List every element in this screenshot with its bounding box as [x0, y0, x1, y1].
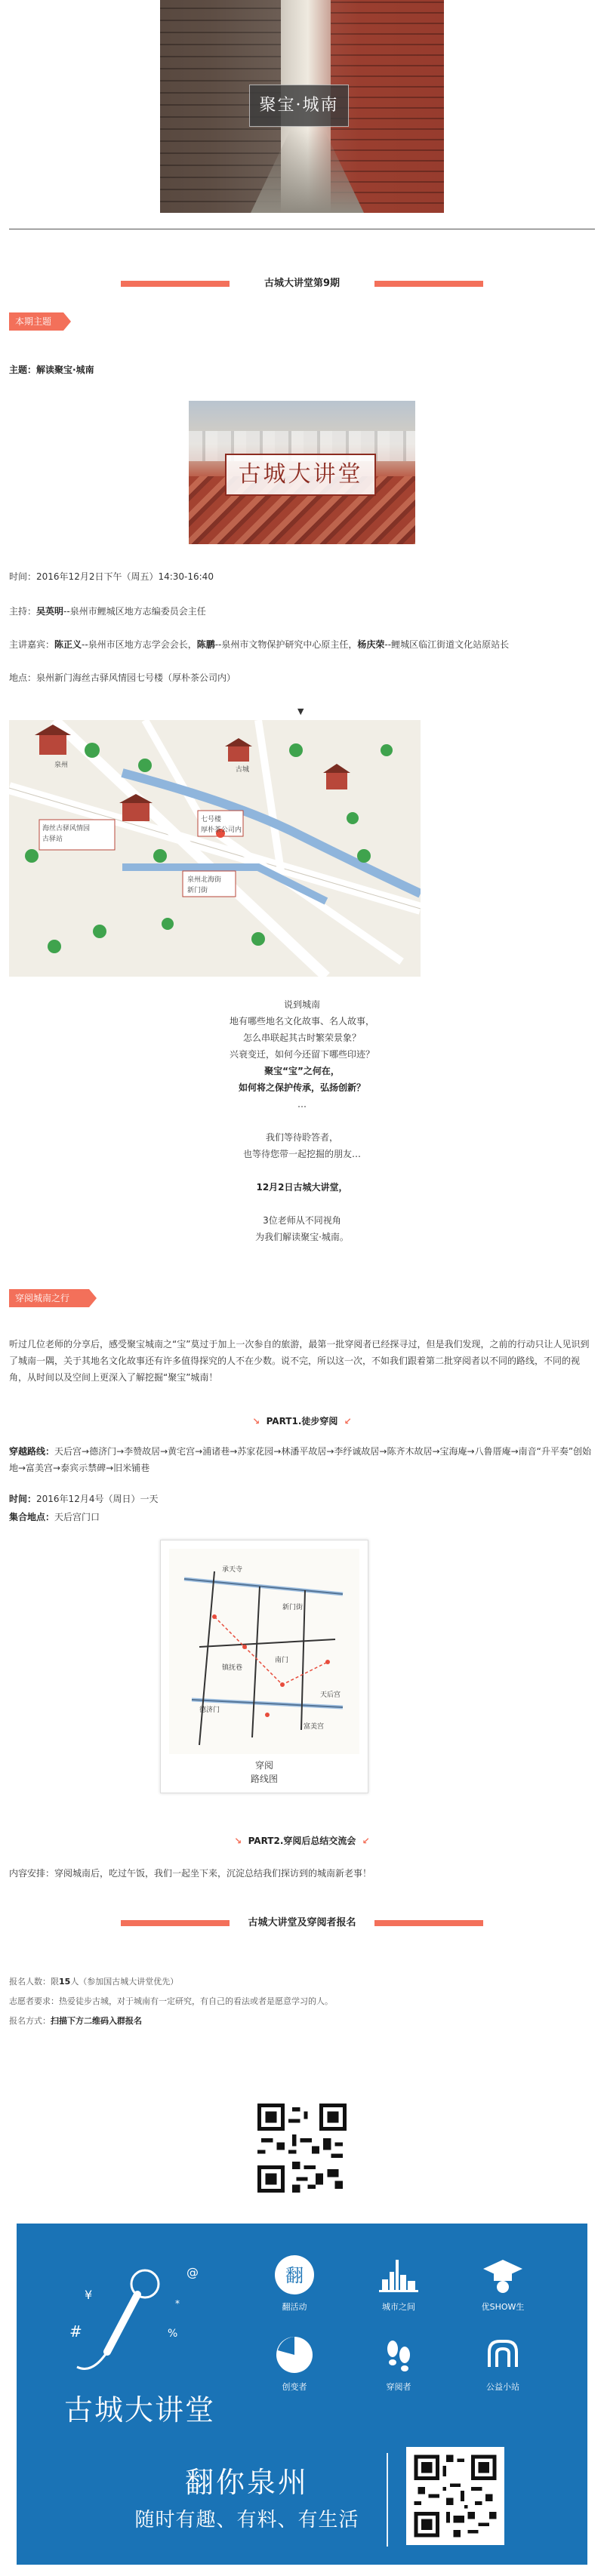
- footer-item-city[interactable]: [361, 2254, 436, 2313]
- route-map-svg: [169, 1549, 359, 1754]
- footer-card: [17, 2224, 587, 2565]
- route-map-label: 德济门: [199, 1707, 220, 1714]
- map-label: 厚朴茶公司内: [201, 826, 242, 834]
- guest1-name: 陈正义: [54, 639, 82, 650]
- route-map-label: 承天寺: [222, 1566, 243, 1574]
- method-label: 报名方式：: [9, 2016, 51, 2026]
- intro-line: 怎么串联起其古时繁荣景象？: [242, 1033, 361, 1043]
- part1-title: PART1.徒步穿阅: [266, 1416, 338, 1426]
- host-name: 吴英明: [36, 606, 64, 617]
- lecture-banner-title: 古城大讲堂: [225, 454, 376, 496]
- count-number: 15: [59, 1977, 71, 1987]
- spacer: [9, 1162, 595, 1179]
- route-map-label: 富美宫: [304, 1723, 325, 1731]
- location-map: [9, 720, 421, 977]
- qr-code-icon: [411, 2451, 500, 2541]
- hero-image: [160, 0, 444, 213]
- map-label: 泉州北海街: [187, 876, 222, 884]
- footer-item-label: 创变者: [282, 2382, 307, 2392]
- map-label: 七号楼: [201, 816, 222, 823]
- footer-item-activity[interactable]: [257, 2254, 332, 2313]
- footer-qr-code[interactable]: [406, 2447, 504, 2545]
- banner-bar-left: [121, 1920, 230, 1926]
- spacer: [9, 1113, 595, 1129]
- req-label: 志愿者要求：: [9, 1996, 59, 2006]
- intro-line: 聚宝“宝”之何在，: [264, 1066, 340, 1076]
- map-label: 古驿站: [42, 836, 63, 843]
- theme-label: 主题：: [9, 365, 37, 375]
- intro-line: 12月2日古城大讲堂，: [256, 1182, 348, 1193]
- footer-item-label: 翻活动: [282, 2302, 307, 2312]
- route-map-label: 新门街: [282, 1604, 304, 1611]
- guest3-desc: --鲤城区临江街道文化站原站长: [384, 639, 510, 650]
- theme-line: [9, 362, 595, 377]
- svg-text:翻: 翻: [285, 2265, 304, 2286]
- guest1-desc: --泉州市区地方志学会会长，: [82, 639, 197, 650]
- footer-slogan-sub: 随时有趣、有料、有生活: [134, 2509, 359, 2531]
- time-value: 2016年12月2日下午（周五）14:30-16:40: [36, 571, 214, 582]
- footprints-icon: [378, 2334, 420, 2376]
- leaf-icon: ↙: [344, 1416, 352, 1426]
- route-text: [9, 1443, 595, 1476]
- charity-hands-icon: [482, 2334, 524, 2376]
- intro-line: 3位老师从不同视角: [263, 1215, 341, 1226]
- svg-text:¥: ¥: [85, 2288, 93, 2302]
- banner-bar-right: [374, 1920, 483, 1926]
- footer-item-label: 城市之间: [382, 2302, 415, 2312]
- svg-text:@: @: [186, 2265, 199, 2279]
- intro-line: 也等待您带一起挖掘的朋友…: [242, 1149, 361, 1159]
- part2-title: PART2.穿阅后总结交流会: [248, 1836, 356, 1846]
- intro-line: 说到城南: [283, 999, 320, 1010]
- method-value: 扫描下方二维码入群报名: [51, 2016, 142, 2026]
- intro-line: 我们等待聆答者，: [265, 1132, 338, 1143]
- map-label: 新门街: [187, 887, 208, 894]
- tag-walk: 穿阅城南之行: [9, 1289, 89, 1307]
- walk-meet-value: 天后宫门口: [54, 1512, 100, 1522]
- lecture-banner-image: [189, 401, 415, 544]
- place-value: 泉州新门海丝古驿风情园七号楼（厚朴茶公司内）: [36, 672, 236, 683]
- req-value: 热爱徒步古城，对于城南有一定研究，有自己的看法或者是愿意学习的人。: [59, 1996, 333, 2006]
- leaf-icon: ↘: [234, 1836, 242, 1846]
- footer-item-show[interactable]: [465, 2254, 541, 2313]
- walk-time-label: 时间：: [9, 1494, 37, 1504]
- info-host: [9, 604, 595, 619]
- theme-value: 解读聚宝·城南: [36, 365, 94, 375]
- host-label: 主持：: [9, 606, 37, 617]
- map-label: 古城: [236, 766, 250, 774]
- location-map-svg: [9, 720, 421, 977]
- leaf-icon: ↙: [362, 1836, 370, 1846]
- route-map-label: 镇抚巷: [222, 1664, 243, 1672]
- footer-divider: [387, 2453, 388, 2547]
- info-guests: [9, 637, 595, 652]
- hero-title: 聚宝·城南: [249, 85, 349, 127]
- walk-meet-label: 集合地点：: [9, 1512, 55, 1522]
- pie-chart-icon: [273, 2334, 316, 2376]
- map-label: 泉州: [54, 762, 69, 769]
- signup-qr-code[interactable]: [254, 2100, 350, 2196]
- section-banner-lecture: [121, 278, 483, 290]
- intro-line: 为我们解读聚宝·城南。: [255, 1232, 349, 1242]
- place-label: 地点：: [9, 672, 37, 683]
- footer-item-label: 穿阅者: [386, 2382, 411, 2392]
- route-value: 天后宫→德济门→李赞故居→黄宅宫→浦诸巷→苏家花园→林潘平故居→李纾诚故居→陈齐木故居→宝海庵→八鲁厝庵→南音“升平奏”创始地→富美宫→泰宾示禁碑→旧米铺巷: [9, 1446, 592, 1473]
- svg-text:*: *: [175, 2298, 180, 2309]
- route-map-image: [169, 1549, 359, 1754]
- info-time: [9, 569, 595, 584]
- signup-count: [9, 1974, 595, 1990]
- intro-line: 地有哪些地名文化故事、名人故事，: [229, 1016, 374, 1026]
- info-place: [9, 670, 595, 685]
- count-suffix: 人（参加国古城大讲堂优先）: [70, 1977, 179, 1987]
- footer-slogan-main: 翻你泉州: [184, 2466, 309, 2499]
- footer-item-charity[interactable]: [465, 2334, 541, 2393]
- intro-line: 兴衰变迁，如何今还留下哪些印迹？: [229, 1049, 374, 1060]
- leaf-icon: ↘: [252, 1416, 260, 1426]
- footer-item-changer[interactable]: [257, 2334, 332, 2393]
- arrow-down-icon: ▼: [297, 706, 304, 716]
- walk-time-value: 2016年12月4号（周日）一天: [36, 1494, 159, 1504]
- city-skyline-icon: [378, 2254, 420, 2296]
- part2-text: 内容安排：穿阅城南后，吃过午饭，我们一起坐下来，沉淀总结我们探访到的城南新老事！: [9, 1868, 372, 1879]
- svg-text:%: %: [168, 2328, 178, 2340]
- intro-block: [9, 996, 595, 1245]
- guest3-name: 杨庆荣: [357, 639, 385, 650]
- footer-item-label: 优SHOW生: [481, 2302, 525, 2312]
- signup-method: [9, 2014, 595, 2029]
- section-banner-signup: [121, 1917, 483, 1929]
- route-map-label: 天后宫: [320, 1691, 341, 1699]
- intro-line: …: [297, 1099, 307, 1109]
- footer-item-label: 公益小站: [486, 2382, 519, 2392]
- signup-requirement: [9, 1994, 595, 2009]
- banner-title: 古城大讲堂第9期: [263, 278, 341, 289]
- spacer: [9, 1196, 595, 1212]
- banner-bar-right: [374, 281, 483, 287]
- time-label: 时间：: [9, 571, 37, 582]
- banner-title: 古城大讲堂及穿阅者报名: [248, 1917, 356, 1928]
- graduate-cap-icon: [482, 2254, 524, 2296]
- route-label: 穿越路线：: [9, 1446, 55, 1457]
- part2-heading: [9, 1834, 595, 1847]
- host-desc: --泉州市鲤城区地方志编委员会主任: [63, 606, 206, 617]
- walk-intro: 听过几位老师的分享后，感受聚宝城南之“宝”莫过于加上一次参自的旅游，最第一批穿阅者已经探寻过，但是我们发现，之前的行动只让人见识到了城南一隅，关于其地名文化故事还有许多值得探究的人不在少数。说不完，所以这一次，不如我们跟着第二批穿阅者以不同的路线，不同的视角，从时间以及空间上更深入了解挖掘“聚宝”城南！: [9, 1339, 590, 1383]
- qr-code-icon: [254, 2100, 350, 2196]
- walk-time: [9, 1491, 595, 1507]
- footer-brand: 古城大讲堂: [63, 2393, 215, 2427]
- microphone-logo-icon: [62, 2254, 213, 2382]
- count-label: 报名人数：: [9, 1977, 51, 1987]
- footer-item-walker[interactable]: [361, 2334, 436, 2393]
- fan-activity-icon: [273, 2254, 316, 2296]
- walk-meet: [9, 1510, 595, 1525]
- route-caption-2: 路线图: [250, 1774, 278, 1784]
- map-label: 海丝古驿风情园: [42, 825, 91, 833]
- guests-label: 主讲嘉宾：: [9, 639, 55, 650]
- guest2-name: 陈鹏: [196, 639, 215, 650]
- count-prefix: 限: [51, 1977, 59, 1987]
- banner-bar-left: [121, 281, 230, 287]
- svg-text:#: #: [69, 2322, 82, 2341]
- route-caption-1: 穿阅: [254, 1760, 273, 1771]
- guest2-desc: --泉州市文物保护研究中心原主任，: [214, 639, 358, 650]
- part1-heading: [9, 1414, 595, 1427]
- tag-theme: 本期主题: [9, 312, 63, 331]
- route-map-label: 南门: [275, 1657, 289, 1664]
- intro-line: 如何将之保护传承，弘扬创新？: [238, 1082, 365, 1093]
